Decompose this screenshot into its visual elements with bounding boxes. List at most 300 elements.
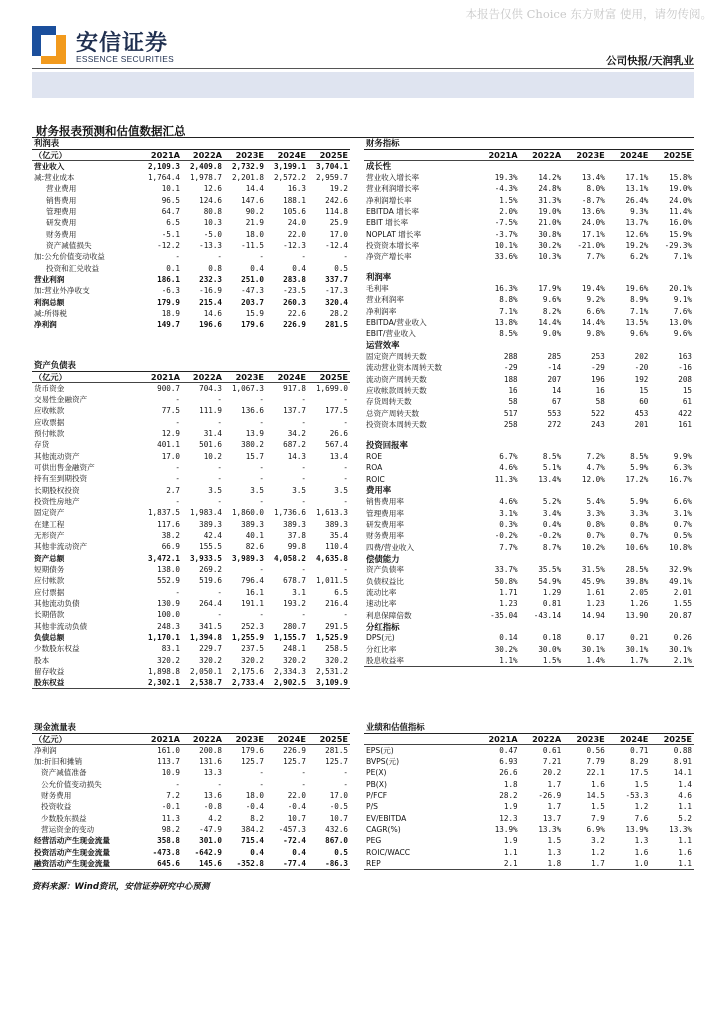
row-value: 1.6 (634, 847, 649, 857)
row-value: 24.0% (581, 218, 605, 228)
year-header: 2022A (520, 149, 564, 160)
row-value: 0.4 (292, 263, 306, 273)
year-header: 2024E (266, 733, 308, 744)
row-value: 6.3% (673, 463, 692, 473)
year-header: 2022A (520, 733, 564, 744)
row-value: - (217, 417, 222, 427)
table-row (32, 206, 350, 217)
row-value: 19.6% (625, 284, 649, 293)
year-header: 2023E (224, 733, 266, 744)
row-value: 130.9 (157, 599, 180, 609)
row-label: 预付帐款 (34, 428, 65, 438)
row-value: 20.87 (669, 610, 692, 620)
row-value: 39.8% (625, 576, 649, 586)
row-value: 22.0 (287, 790, 306, 800)
row-label: 资产减值损失 (46, 240, 92, 250)
table-row (364, 508, 694, 519)
row-value: 15 (682, 386, 692, 396)
table-row (364, 408, 694, 419)
row-value: 20.1% (669, 284, 692, 293)
row-value: 28.5% (625, 565, 649, 575)
row-value: 0.7% (673, 519, 692, 529)
row-label: 加:公允价值变动收益 (34, 252, 105, 262)
row-value: 1,898.8 (147, 667, 180, 677)
row-value: -0.4 (245, 802, 264, 812)
row-label: 加:营业外净收支 (34, 286, 90, 296)
table-row (32, 610, 350, 621)
row-value: 2,409.8 (189, 161, 222, 171)
row-value: 58 (508, 397, 518, 407)
row-value: 9.6% (673, 329, 692, 339)
table-row (364, 790, 694, 801)
row-value: - (217, 462, 222, 472)
row-value: 32.9% (669, 565, 692, 575)
row-value: 80.8 (203, 206, 222, 216)
subsection-spacer (563, 485, 607, 496)
row-label: 流动比率 (366, 587, 397, 597)
row-value: - (175, 252, 180, 262)
year-header: 2025E (308, 733, 350, 744)
row-value: -642.9 (194, 847, 222, 857)
row-label: 固定资产 (34, 508, 65, 518)
row-value: 22.0 (287, 229, 306, 239)
row-value: 33.7% (494, 565, 518, 575)
row-value: 3.1% (499, 508, 518, 518)
row-value: 796.4 (241, 576, 264, 586)
row-value: 191.1 (241, 599, 264, 609)
section-header-spacer (224, 722, 266, 733)
row-value: 203.7 (241, 297, 264, 307)
row-value: 16 (508, 386, 518, 396)
row-value: 17.2% (625, 474, 649, 484)
row-value: 7.9 (591, 813, 605, 823)
row-label: PE(X) (366, 768, 387, 778)
section-header-spacer (224, 138, 266, 149)
table-row (32, 285, 350, 296)
year-header: 2021A (476, 733, 520, 744)
subsection-spacer (520, 161, 564, 172)
section-header: 资产负债表 (32, 360, 140, 371)
section-header: 业绩和估值指标 (364, 722, 476, 733)
row-value: 64.7 (161, 206, 180, 216)
row-label: 少数股东损益 (41, 813, 87, 823)
row-label: 其他非流动资产 (34, 542, 88, 552)
row-value: -47.9 (199, 824, 222, 834)
table-row (32, 644, 350, 655)
row-value: 111.9 (199, 406, 222, 416)
row-value: 16.1 (245, 587, 264, 597)
row-label: 资产总额 (34, 553, 65, 563)
row-value: -457.3 (278, 824, 306, 834)
row-value: 161.0 (157, 745, 180, 755)
row-value: - (301, 462, 306, 472)
row-value: 522 (591, 408, 605, 418)
table-row (364, 632, 694, 643)
row-value: 138.0 (157, 565, 180, 575)
section-header-row (32, 722, 350, 733)
brand-name-cn: 安信证券 (76, 31, 169, 56)
row-value: - (343, 474, 348, 484)
row-value: 341.5 (199, 621, 222, 631)
row-value: 11.3% (494, 474, 518, 484)
row-value: 5.4% (586, 497, 605, 507)
row-value: 25.9 (329, 218, 348, 228)
row-value: 49.1% (669, 576, 692, 586)
row-value: 320.4 (325, 297, 348, 307)
row-value: 15 (639, 386, 649, 396)
row-value: 61 (682, 397, 692, 407)
table-row (32, 251, 350, 262)
row-value: - (175, 474, 180, 484)
subsection-spacer (607, 621, 651, 632)
row-value: - (175, 497, 180, 506)
table-row (32, 519, 350, 530)
row-value: 14.4% (538, 318, 562, 328)
table-row (32, 451, 350, 462)
row-value: 7.6 (634, 813, 649, 823)
balance-sheet-table (32, 360, 350, 689)
table-row (32, 587, 350, 598)
table-row (364, 745, 694, 756)
table-row (364, 183, 694, 194)
table-row (32, 485, 350, 496)
table-row (364, 363, 694, 374)
row-value: 3.1% (673, 508, 692, 518)
cash-flow-table (32, 722, 350, 870)
table-row (32, 172, 350, 183)
subsection-spacer (607, 485, 651, 496)
subsection-spacer (650, 340, 694, 351)
row-value: 0.1 (166, 263, 180, 273)
row-value: - (343, 252, 348, 262)
table-row (364, 474, 694, 485)
subsection-spacer (476, 485, 520, 496)
row-value: 13.3% (538, 824, 562, 834)
row-label: 净利润增长率 (366, 195, 412, 205)
row-value: 16.7% (669, 474, 692, 484)
row-value: -26.9 (538, 790, 562, 800)
row-value: 2,902.5 (266, 678, 308, 689)
row-value: 269.2 (199, 565, 222, 575)
row-value: 8.5% (630, 451, 649, 461)
table-row (364, 195, 694, 206)
row-value: - (259, 474, 264, 484)
row-label: 利润总额 (34, 297, 65, 307)
row-value: 13.7 (542, 813, 562, 823)
row-label: 经营活动产生现金流量 (34, 836, 110, 846)
subsection-header: 运营效率 (366, 340, 400, 351)
row-value: 248.3 (157, 621, 180, 631)
table-row (32, 183, 350, 194)
row-label: 融资活动产生现金流量 (32, 858, 140, 869)
section-title: 财务报表预测和估值数据汇总 (36, 124, 186, 138)
subsection-spacer (563, 553, 607, 564)
row-value: 552.9 (157, 576, 180, 586)
row-label: 减:所得税 (34, 309, 67, 319)
row-value: 201 (634, 420, 649, 430)
section-header-row (364, 138, 694, 149)
row-label: 财务费用 (41, 790, 72, 800)
row-value: 3,704.1 (315, 161, 348, 171)
row-label: 负债总额 (34, 633, 65, 643)
row-value: 22.1 (586, 768, 605, 778)
row-value: -86.3 (308, 858, 350, 869)
section-header-row (32, 138, 350, 149)
row-value: 0.4 (250, 263, 264, 273)
section-header-row (364, 722, 694, 733)
row-value: 917.8 (283, 383, 306, 393)
row-value: 281.5 (325, 745, 348, 755)
table-row (32, 835, 350, 846)
unit-label (364, 149, 476, 160)
row-value: 9.6% (542, 295, 562, 305)
subsection-header-row (364, 272, 694, 283)
row-value: 320.2 (325, 655, 348, 665)
row-value: 16.3% (494, 284, 518, 293)
row-value: 401.1 (157, 440, 180, 450)
subsection-spacer (607, 272, 651, 283)
table-row (364, 306, 694, 317)
row-value: 320.2 (283, 655, 306, 665)
row-value: 31.4 (203, 428, 222, 438)
row-label: 长期借款 (34, 610, 65, 620)
row-value: 251.0 (241, 275, 264, 284)
row-value: -21.0% (577, 240, 605, 250)
row-label: 其他流动负债 (34, 599, 80, 609)
row-value: 13.0% (669, 318, 692, 328)
row-value: 14.1 (673, 768, 692, 778)
row-value: - (175, 587, 180, 597)
table-row (364, 801, 694, 812)
year-header: 2021A (140, 733, 182, 744)
row-value: 1.26 (630, 599, 649, 609)
row-value: 3,472.1 (147, 553, 180, 563)
row-value: -4.3% (494, 184, 518, 194)
row-value: 9.3% (630, 206, 649, 216)
row-value: - (301, 252, 306, 262)
subsection-spacer (650, 440, 694, 451)
row-value: 8.7% (542, 542, 562, 552)
row-value: 50.8% (494, 576, 518, 586)
row-value: 264.4 (199, 599, 222, 609)
year-header-row (32, 733, 350, 744)
row-label: 投资资本周转天数 (366, 420, 427, 430)
subsection-spacer (650, 553, 694, 564)
row-value: 24.0% (669, 195, 692, 205)
row-value: 196 (591, 374, 605, 384)
year-header: 2022A (182, 371, 224, 382)
subsection-spacer (650, 161, 694, 172)
section-header-spacer (308, 138, 350, 149)
row-label: 销售费用 (46, 195, 77, 205)
table-row (32, 779, 350, 790)
row-value: 7.2 (166, 790, 180, 800)
row-value: 453 (634, 408, 649, 418)
row-value: 13.4% (538, 474, 562, 484)
year-header: 2022A (182, 149, 224, 160)
row-value: 1,155.7 (273, 633, 306, 643)
subsection-spacer (520, 340, 564, 351)
row-value: 384.2 (241, 824, 264, 834)
section-header-spacer (308, 722, 350, 733)
section-header: 现金流量表 (32, 722, 140, 733)
row-value: 2.7 (166, 485, 180, 495)
report-type: 公司快报/天润乳业 (606, 55, 694, 67)
row-label: 长期股权投资 (34, 485, 80, 495)
year-header: 2025E (308, 371, 350, 382)
row-value: 13.9% (494, 824, 518, 834)
row-label: 股本 (34, 655, 50, 665)
row-value: - (301, 768, 306, 778)
row-value: 125.7 (283, 756, 306, 766)
table-row (32, 439, 350, 450)
row-value: 1,011.5 (315, 576, 348, 586)
row-value: 30.1% (669, 644, 692, 654)
table-row (32, 847, 350, 858)
unit-label: （亿元） (32, 371, 140, 382)
row-value: 1,394.8 (189, 633, 222, 643)
row-value: 0.7% (630, 531, 649, 541)
row-value: - (301, 565, 306, 575)
row-value: 17.1% (581, 229, 605, 239)
row-value: - (217, 779, 222, 789)
row-value: -17.3 (325, 286, 348, 296)
row-value: 0.4 (250, 847, 264, 857)
row-value: 704.3 (199, 383, 222, 393)
row-value: 3,989.3 (231, 553, 264, 563)
row-label: DPS(元) (366, 633, 395, 643)
row-value: 13.4% (581, 172, 605, 182)
row-value: 0.18 (542, 633, 562, 643)
table-row (32, 598, 350, 609)
row-label: 投资和汇兑收益 (46, 263, 100, 273)
row-value: -352.8 (224, 858, 266, 869)
row-value: 4.2 (208, 813, 222, 823)
header-divider (32, 68, 694, 69)
subsection-spacer (650, 485, 694, 496)
section-header-spacer (563, 138, 607, 149)
row-value: 0.4% (542, 519, 562, 529)
row-value: 3.2 (591, 836, 605, 846)
section-header-row (32, 360, 350, 371)
row-value: 60 (639, 397, 649, 407)
row-value: - (175, 394, 180, 404)
subsection-header: 分红指标 (366, 621, 400, 632)
row-value: - (259, 779, 264, 789)
row-value: 28.2 (329, 309, 348, 319)
subsection-spacer (563, 621, 607, 632)
subsection-header-row (364, 553, 694, 564)
row-value: 14.4 (245, 184, 264, 194)
row-label: 应收帐款周转天数 (366, 386, 427, 396)
subsection-header: 利润率 (366, 272, 392, 283)
row-value: 422 (678, 408, 692, 418)
row-value: 229.7 (199, 644, 222, 654)
table-row (364, 294, 694, 305)
row-value: 4.7% (586, 463, 605, 473)
spacer-row (364, 431, 694, 440)
row-label: 无形资产 (34, 531, 65, 541)
row-value: 13.8% (494, 318, 518, 328)
row-value: 5.1% (542, 463, 562, 473)
section-header: 财务指标 (364, 138, 476, 149)
row-value: - (217, 587, 222, 597)
row-value: 1,764.4 (147, 172, 180, 182)
table-row (364, 251, 694, 262)
row-value: 8.9% (630, 295, 649, 305)
row-label: 负债权益比 (366, 576, 404, 586)
row-value: 1.7 (563, 858, 607, 869)
row-value: 18.0 (245, 229, 264, 239)
row-value: -5.1 (161, 229, 180, 239)
table-row (364, 329, 694, 340)
row-value: 15.9 (245, 309, 264, 319)
row-value: 0.88 (673, 745, 692, 755)
row-value: 3.5 (208, 485, 222, 495)
table-row (32, 813, 350, 824)
row-value: 19.0% (669, 184, 692, 194)
row-value: 1,525.9 (315, 633, 348, 643)
row-value: 5.9% (630, 463, 649, 473)
row-value: -5.0 (203, 229, 222, 239)
row-value: -12.4 (325, 240, 348, 250)
row-value: 8.5% (499, 329, 518, 339)
subsection-header-row (364, 621, 694, 632)
row-value: 96.5 (161, 195, 180, 205)
row-value: 1.2 (634, 802, 649, 812)
subsection-header-row (364, 440, 694, 451)
section-header-spacer (520, 722, 564, 733)
row-value: 42.4 (203, 531, 222, 541)
row-value: 3.3% (586, 508, 605, 518)
row-value: 10.1% (494, 240, 518, 250)
row-value: -13.3 (199, 240, 222, 250)
section-header-spacer (266, 138, 308, 149)
row-value: 2,733.4 (224, 678, 266, 689)
row-value: 24.0 (287, 218, 306, 228)
row-value: 0.4 (292, 847, 306, 857)
subsection-spacer (476, 553, 520, 564)
row-label: EBITDA 增长率 (366, 206, 419, 216)
section-header-spacer (607, 138, 651, 149)
table-row (32, 678, 350, 689)
row-value: 226.9 (283, 745, 306, 755)
row-value: 38.2 (161, 531, 180, 541)
row-label: 应付票据 (34, 587, 65, 597)
row-value: 7.1% (673, 252, 692, 262)
row-value: -12.3 (283, 240, 306, 250)
watermark-text: 本报告仅供 Choice 东方财富 使用，请勿传阅。 (465, 7, 712, 21)
row-value: 24.8% (538, 184, 562, 194)
row-value: 200.8 (199, 745, 222, 755)
table-row (364, 813, 694, 824)
row-value: 11.3 (161, 813, 180, 823)
row-value: 2.1 (476, 858, 520, 869)
row-value: 45.9% (581, 576, 605, 586)
row-value: - (343, 462, 348, 472)
row-value: 136.6 (241, 406, 264, 416)
subsection-spacer (563, 161, 607, 172)
section-header-spacer (224, 360, 266, 371)
year-header: 2025E (650, 733, 694, 744)
row-value: 21.0% (538, 218, 562, 228)
row-label: ROE (366, 451, 383, 461)
row-value: 0.3% (499, 519, 518, 529)
row-value: 280.7 (283, 621, 306, 631)
row-value: 8.5% (542, 451, 562, 461)
row-value: 0.5 (334, 263, 348, 273)
row-label: EBIT/营业收入 (366, 329, 416, 339)
